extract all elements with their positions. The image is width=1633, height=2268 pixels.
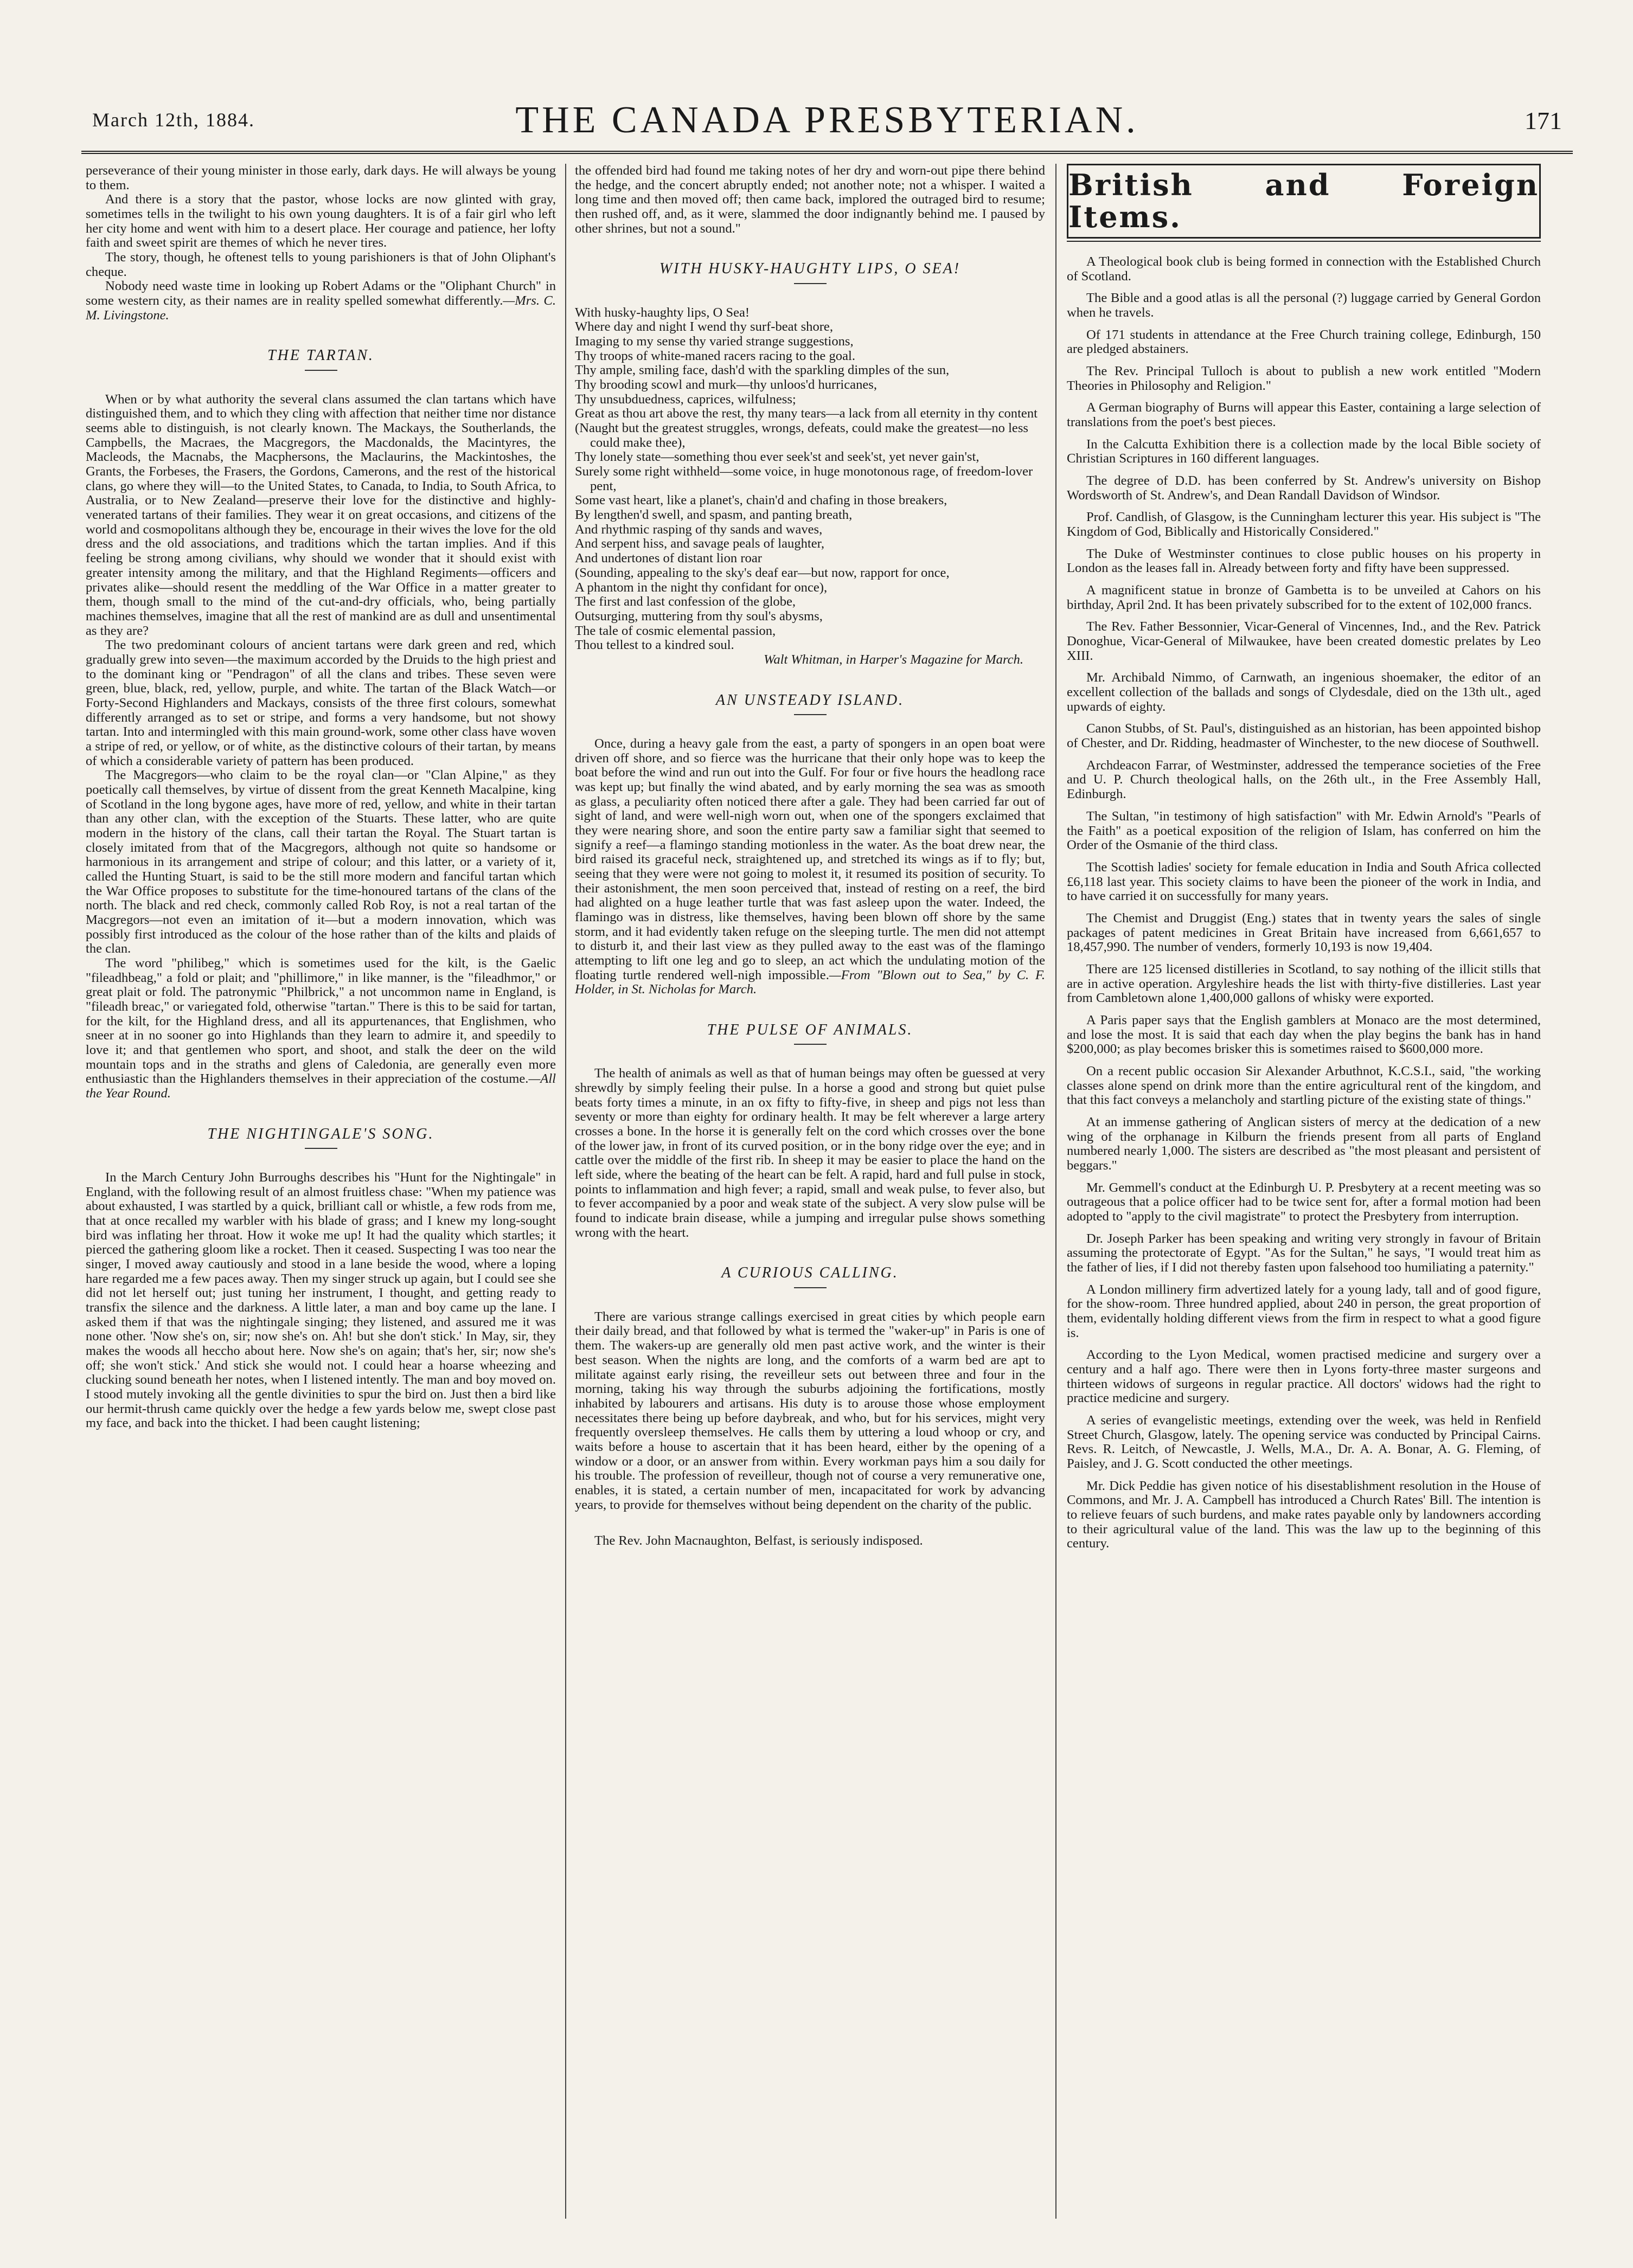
news-item: At an immense gathering of Anglican sisters of mercy at the dedication of a new wing of the orphanage in Kilburn the friends present from all parts of England numbered nearly 1,000. The sisters are described as "the most pleasant and persistent of beggars." <box>1067 1114 1541 1173</box>
poem-line: The tale of cosmic elemental passion, <box>575 623 776 638</box>
article-paragraph: There are various strange callings exercised in great cities by which people earn their daily bread, and that followed by what is termed the "waker-up" in Paris is one of them. The wakers-up are generally old men past active work, and the winter is their best season. When the nights are long, and the comforts of a warm bed are apt to militate against early rising, the reveilleur sets out between three and four in the morning, taking his way through the suburbs adjoining the fortifications, mostly inhabited by labourers and artisans. His duty is to arouse those whose employment necessitates there being up before daybreak, and who, but for his services, might very frequently oversleep themselves. He calls them by uttering a loud whoop or cry, and waits before a house to ascertain that it has been heard, either by the opening of a window or a door, or an answer from within. Every workman pays him a sou daily for his trouble. The profession of reveilleur, though not of course a very remunerative one, enables, it is stated, a certain number of men, incapacitated for work by advancing years, to provide for themselves without being dependent on the charity of the public. <box>575 1309 1045 1512</box>
news-item: There are 125 licensed distilleries in Scotland, to say nothing of the illicit stills that are in active operation. Argyleshire heads the list with thirty-five distilleries. Last year from Cambletown alone 1,400,000 gallons of whisky were exported. <box>1067 961 1541 1006</box>
column-divider-1 <box>565 164 566 2219</box>
column-1 <box>86 164 556 2219</box>
news-item: A magnificent statue in bronze of Gambetta is to be unveiled at Cahors on his birthday, April 2nd. It has been privately subscribed for to the extent of 102,000 francs. <box>1067 583 1541 612</box>
poem-line: Great as thou art above the rest, thy many tears—a lack from all eternity in thy content <box>575 406 1038 421</box>
poem-line: With husky-haughty lips, O Sea! <box>575 305 750 320</box>
news-item: Of 171 students in attendance at the Free Church training college, Edinburgh, 150 are pledged abstainers. <box>1067 327 1541 357</box>
article-text: Nobody need waste time in looking up Robert Adams or the "Oliphant Church" in some western city, as their names are in reality spelled somewhat differently. <box>86 279 556 309</box>
news-item: A Paris paper says that the English gamblers at Monaco are the most determined, and lose the most. It is said that each day when the play begins the bank has in hand $200,000; as play becomes brisker this is sometimes raised to $600,000 more. <box>1067 1012 1541 1057</box>
news-item: The Sultan, "in testimony of high satisfaction" with Mr. Edwin Arnold's "Pearls of the Faith" as a poetical exposition of the religion of Islam, has conferred on him the Order of the Osmanie of the third class. <box>1067 808 1541 853</box>
poem-line: Surely some right withheld—some voice, in huge monotonous rage, of freedom-lover pent, <box>575 464 1033 493</box>
page-number: 171 <box>1525 107 1562 134</box>
poem <box>575 306 1045 653</box>
news-item: Mr. Archibald Nimmo, of Carnwath, an ingenious shoemaker, the editor of an excellent collection of the ballads and songs of Clydesdale, died on the 13th ult., aged upwards of eighty. <box>1067 670 1541 714</box>
poem-attribution: Walt Whitman, in Harper's Magazine for March. <box>764 652 1023 667</box>
news-item: Canon Stubbs, of St. Paul's, distinguished as an historian, has been appointed bishop of Chester, and Dr. Ridding, headmaster of Winchester, to the new diocese of Southwell. <box>1067 721 1541 751</box>
article-paragraph: When or by what authority the several clans assumed the clan tartans which have distinguished them, and to which they cling with affection that neither time nor distance seems able to distinguish, is not clearly known. The Mackays, the Southerlands, the Campbells, the Macraes, the Macgregors, the Macdonalds, the Macintyres, the Macleods, the Macnabs, the Macphersons, the Maclaurins, the Mackintoshes, the Grants, the Forbeses, the Frasers, the Gordons, Camerons, and the rest of the historical clans, go where they will—to the United States, to Canada, to India, to South Africa, to Australia, or to New Zealand—preserve their love for the distinctive and highly-venerated tartans of their families. They wear it on great occasions, and citizens of the world and cosmopolitans although they be, encourage in their wives the love for the old dress and the old associations, and traditions which the tartan implies. And if this feeling be strong among civilians, why should we wonder that it should exist with greater intensity among the military, and that the Highland Regiments—officers and privates alike—should resent the meddling of the War Office in a matter greater to them, though small to the mind of the cut-and-dry officials, who, being partially machines themselves, imagine that all the rest of mankind are as dull and unsentimental as they are? <box>86 391 556 638</box>
poem-line: Thy ample, smiling face, dash'd with the sparkling dimples of the sun, <box>575 363 950 378</box>
article-paragraph <box>86 279 556 323</box>
poem-line: Some vast heart, like a planet's, chain'd and chafing in those breakers, <box>575 493 947 508</box>
news-item: The Rev. Principal Tulloch is about to publish a new work entitled "Modern Theories in Philosophy and Religion." <box>1067 364 1541 393</box>
news-item: The Chemist and Druggist (Eng.) states that in twenty years the sales of single packages of patent medicines in Great Britain have increased from 6,661,657 to 18,457,990. The number of venders, formerly 10,193 is now 19,404. <box>1067 910 1541 955</box>
poem-line: And serpent hiss, and savage peals of laughter, <box>575 536 825 551</box>
article-paragraph: The Rev. John Macnaughton, Belfast, is seriously indisposed. <box>594 1533 923 1549</box>
poem-line: Where day and night I wend thy surf-beat shore, <box>575 319 833 335</box>
article-signature: —Mrs. C. M. Livingstone. <box>86 293 556 323</box>
news-item: Dr. Joseph Parker has been speaking and writing very strongly in favour of Britain assuming the protectorate of Egypt. "As for the Sultan," he says, "I would treat him as the father of lies, if I did not thereby fasten upon falsehood too humiliating a paternity." <box>1067 1231 1541 1275</box>
column-2 <box>575 164 1045 2219</box>
article-paragraph <box>575 737 1045 997</box>
article-heading-tartan: THE TARTAN. <box>86 348 556 370</box>
article-paragraph: In the March Century John Burroughs describes his "Hunt for the Nightingale" in England, with the following result of an almost fruitless chase: "When my patience was about exhausted, I was startled by a quick, brilliant call or whistle, a few rods from me, that at once recalled my warbler with his blade of grass; and I knew my long-sought bird was inflating her throat. How it woke me up! It had the quality which startles; it pierced the gathering gloom like a rocket. Then it ceased. Suspecting I was too near the singer, I moved away cautiously and stood in a lane beside the wood, where a loping hare regarded me a few paces away. Then my singer struck up again, but I could see she did not let herself out; just tuning her instrument, I thought, and getting ready to transfix the silence and the darkness. A little later, a man and boy came up the lane. I asked them if that was the nightingale singing; they listened, and assured me it was none other. 'Now she's on, sir; now she's on. Ah! but she don't stick.' In May, sir, they makes the woods all heccho about here. Now she's on again; that's her, sir; now she's off; she won't stick.' And stick she would not. I could hear a hoarse wheezing and clucking sound beneath her notes, when I listened intently. The man and boy moved on. I stood mutely invoking all the gentle divinities to spur the bird on. Just then a bird like our hermit-thrush came quickly over the hedge a few yards below me, swept close past my face, and back into the thicket. I had been caught listening; <box>86 1170 556 1431</box>
poem-line: A phantom in the night thy confidant for once), <box>575 580 828 595</box>
article-signature: —All the Year Round. <box>86 1071 556 1101</box>
news-item: A London millinery firm advertized lately for a young lady, tall and of good figure, for the show-room. Three hundred applied, about 240 in person, the great proportion of them, evidentally holding different views from the firm in respect to what a good figure is. <box>1067 1282 1541 1340</box>
poem-line: Thy lonely state—something thou ever seek'st and seek'st, yet never gain'st, <box>575 449 979 465</box>
poem-line: (Sounding, appealing to the sky's deaf ear—but now, rapport for once, <box>575 565 950 580</box>
news-item: The degree of D.D. has been conferred by St. Andrew's university on Bishop Wordsworth of St. Andrew's, and Dean Randall Davidson of Windsor. <box>1067 473 1541 503</box>
news-item: On a recent public occasion Sir Alexander Arbuthnot, K.C.S.I., said, "the working classes alone spend on drink more than the entire agricultural rent of the kingdom, and that this fact conveys a melancholy and startling picture of the existing state of things." <box>1067 1063 1541 1108</box>
poem-line: (Naught but the greatest struggles, wrongs, defeats, could make the greatest—no less could make thee), <box>575 421 1028 450</box>
poem-line: The first and last confession of the globe, <box>575 594 796 609</box>
news-item: Archdeacon Farrar, of Westminster, addressed the temperance societies of the Free and U. P. Church theological halls, on the 26th ult., in the Free Assembly Hall, Edinburgh. <box>1067 757 1541 802</box>
news-item: The Bible and a good atlas is all the personal (?) luggage carried by General Gordon when he travels. <box>1067 291 1541 320</box>
article-signature: —From "Blown out to Sea," by C. F. Holder, in St. Nicholas for March. <box>575 967 1045 997</box>
article-heading-nightingale: THE NIGHTINGALE'S SONG. <box>86 1126 556 1149</box>
news-item: A series of evangelistic meetings, extending over the week, was held in Renfield Street Church, Glasgow, lately. The opening service was conducted by Principal Cairns. Revs. R. Leitch, of Newcastle, J. Wells, M.A., Dr. A. A. Bonar, A. G. Fleming, of Paisley, and J. G. Scott conducted the other meetings. <box>1067 1413 1541 1472</box>
article-paragraph: And there is a story that the pastor, whose locks are now glinted with gray, sometimes tells in the twilight to his own young daughters. It is of a fair girl who left her city home and went with him to a desert place. Her courage and patience, her lofty faith and sweet spirit are themes of which he never tires. <box>86 192 556 250</box>
news-item: The Rev. Father Bessonnier, Vicar-General of Vincennes, Ind., and the Rev. Patrick Donoghue, Vicar-General of Milwaukee, have been created domestic prelates by Leo XIII. <box>1067 619 1541 663</box>
news-item: A German biography of Burns will appear this Easter, containing a large selection of translations from the poet's best pieces. <box>1067 400 1541 430</box>
news-item: The Duke of Westminster continues to close public houses on his property in London as the leases fall in. Already between forty and fifty have been suppressed. <box>1067 546 1541 576</box>
poem-heading: WITH HUSKY-HAUGHTY LIPS, O SEA! <box>575 261 1045 284</box>
article-paragraph: the offended bird had found me taking notes of her dry and worn-out pipe there behind the hedge, and the concert abruptly ended; not another note; not a whisper. I waited a long time and then moved off; then came back, implored the outraged bird to resume; then rushed off, and, as it were, slammed the door indignantly behind me. I paused by other shrines, but not a sound." <box>575 164 1045 236</box>
newspaper-title: THE CANADA PRESBYTERIAN. <box>515 99 1139 141</box>
news-item: Mr. Gemmell's conduct at the Edinburgh U. P. Presbytery at a recent meeting was so outrageous that a police officer had to be twice sent for, after a formal motion had been adopted to "apply to the civil magistrate" to protect the Presbytery from interruption. <box>1067 1180 1541 1224</box>
article-paragraph: The story, though, he oftenest tells to young parishioners is that of John Oliphant's cheque. <box>86 250 556 279</box>
article-text: The word "philibeg," which is sometimes used for the kilt, is the Gaelic "fileadhbeag," a fold or plait; and "phillimore," in like manner, is the "fileadhmor," or great plait or fold. The patronymic "Philbrick," a not uncommon name in England, is "fileadh breac," or variegated fold, otherwise "tartan." There is this to be said for tartan, for the kilt, for the Highland dress, and all its appurtenances, that Englishmen, who sneer at in no sooner go into Highlands than they learn to admire it, and speedily to love it; and that gentlemen who sport, and shoot, and stalk the deer on the wild mountain tops and in the straths and glens of Caledonia, are generally even more enthusiastic than the Highlanders themselves in their appreciation of the costume. <box>86 955 556 1087</box>
news-item: Mr. Dick Peddie has given notice of his disestablishment resolution in the House of Commons, and Mr. J. A. Campbell has introduced a Church Rates' Bill. The intention is to relieve feuars of such burdens, and make rates payable only by landowners according to their agricultural value of the land. This was the law up to the beginning of this century. <box>1067 1478 1541 1551</box>
article-paragraph: perseverance of their young minister in those early, dark days. He will always be young to them. <box>86 164 556 192</box>
article-heading-pulse: THE PULSE OF ANIMALS. <box>575 1022 1045 1045</box>
poem-line: And undertones of distant lion roar <box>575 551 762 566</box>
column-3 <box>1067 164 1541 2219</box>
poem-line: Thou tellest to a kindred soul. <box>575 638 734 653</box>
column-divider-2 <box>1055 164 1056 2219</box>
poem-line: By lengthen'd swell, and spasm, and panting breath, <box>575 507 853 523</box>
poem-line: Thy unsubduedness, caprices, wilfulness; <box>575 391 796 407</box>
news-item: A Theological book club is being formed in connection with the Established Church of Scotland. <box>1067 254 1541 284</box>
article-paragraph <box>86 956 556 1101</box>
poem-line: Outsurging, muttering from thy soul's abysms, <box>575 608 823 624</box>
article-text: Once, during a heavy gale from the east, a party of spongers in an open boat were driven off shore, and so fierce was the hurricane that their only hope was to keep the boat before the wind and run out into the Gulf. For four or five hours the headlong race was kept up; but finally the wind abated, and by early morning the sea was as smooth as glass, a peculiarity often noticed there after a gale. They had been carried far out of sight of land, and were well-nigh worn out, when one of the spongers exclaimed that they were nearing shore, and soon the entire party saw a familiar sight that seemed to signify a reef—a flamingo standing motionless in the water. As the boat drew near, the bird raised its graceful neck, straightened up, and stretched its wings as if to fly; but, seeing that they were were not going to molest it, it resumed its position of security. To their astonishment, the men soon perceived that, instead of resting on a reef, the bird had alighted on a huge leather turtle that was fast asleep upon the water. Indeed, the flamingo was in distress, like themselves, having been blown off shore by the same storm, and it had evidently taken refuge on the sleeping turtle. The men did not attempt to disturb it, and their last view as they pulled away to the east was of the flamingo attempting to lift one leg and go to sleep, an act which the undulating motion of the floating turtle rendered well-nigh impossible. <box>575 736 1045 982</box>
article-paragraph: The Macgregors—who claim to be the royal clan—or "Clan Alpine," as they poetically call themselves, by virtue of dissent from the great Kenneth Macalpine, king of Scotland in the long bygone ages, have more of red, yellow, and white in their tartan than any other clan, with the exception of the Stuarts. These latter, who are quite modern in the history of the clans, call their tartan the Royal. The Stuart tartan is closely imitated from that of the Macgregors, although not quite so handsome or harmonious in its arrangement and stripe of colour; and this latter, or a variety of it, called the Hunting Stuart, is said to be the still more modern and fanciful tartan which the War Office proposes to substitute for the time-honoured tartans of the clans of the north. The black and red check, commonly called Rob Roy, is not a real tartan of the Macgregors—not even an imitation of it—but a modern innovation, which was possibly first introduced as the colour of the hose rather than of the kilts and plaids of the clan. <box>86 768 556 956</box>
poem-line: Imaging to my sense thy varied strange suggestions, <box>575 334 854 349</box>
article-heading-island: AN UNSTEADY ISLAND. <box>575 692 1045 715</box>
poem-line: Thy brooding scowl and murk—thy unloos'd hurricanes, <box>575 377 878 393</box>
article-paragraph: The two predominant colours of ancient tartans were dark green and red, which gradually grew into seven—the maximum accorded by the Druids to the high priest and to the dominant king or "Pendragon" of all the clans and tribes. These seven were green, blue, black, red, yellow, purple, and white. The tartan of the Black Watch—or Forty-Second Highlanders and Mackays, consists of the three first colours, somewhat differently arranged as to set or stripe, and forms a very handsome, but not showy tartan. Into and intermingled with this main ground-work, some other class have woven a stripe of red, or yellow, or of white, as the distinctive colours of their tartan, by means of which a considerable variety of pattern has been produced. <box>86 638 556 768</box>
article-heading-calling: A CURIOUS CALLING. <box>575 1265 1045 1288</box>
news-item: According to the Lyon Medical, women practised medicine and surgery over a century and a half ago. There were then in Lyons forty-three master surgeons and thirteen widows of surgeons in regular practice. All doctors' widows had the right to practice medicine and surgery. <box>1067 1347 1541 1406</box>
article-paragraph: The health of animals as well as that of human beings may often be guessed at very shrewdly by simply feeling their pulse. In a horse a good and strong but quiet pulse beats forty times a minute, in an ox fifty to fifty-five, in sheep and pigs not less than seventy or more than eighty for ordinary health. It may be felt wherever a large artery crosses a bone. In the horse it is generally felt on the cord which crosses over the bone of the lower jaw, in front of its curved position, or in the bony ridge over the eye; and in cattle over the middle of the first rib. In sheep it may be easier to place the hand on the left side, where the beating of the heart can be felt. A rapid, hard and full pulse in stock, points to inflammation and high fever; a rapid, small and weak pulse, to fever also, but to fever accompanied by a poor and weak state of the subject. A very slow pulse will be found to indicate brain disease, while a jumping and irregular pulse shows something wrong with the heart. <box>575 1066 1045 1240</box>
news-item: The Scottish ladies' society for female education in India and South Africa collected £6,118 last year. This society claims to have been the pioneer of the work in India, and to have carried it on successfully for many years. <box>1067 859 1541 904</box>
section-banner: British and Foreign Items. <box>1067 164 1541 239</box>
poem-line: And rhythmic rasping of thy sands and waves, <box>575 522 823 537</box>
masthead <box>81 91 1573 154</box>
news-item: Prof. Candlish, of Glasgow, is the Cunningham lecturer this year. His subject is "The Kingdom of God, Biblically and Historically Considered." <box>1067 510 1541 539</box>
issue-date: March 12th, 1884. <box>92 109 255 131</box>
news-item: In the Calcutta Exhibition there is a collection made by the local Bible society of Christian Scriptures in 160 different languages. <box>1067 436 1541 466</box>
poem-line: Thy troops of white-maned racers racing to the goal. <box>575 348 855 363</box>
